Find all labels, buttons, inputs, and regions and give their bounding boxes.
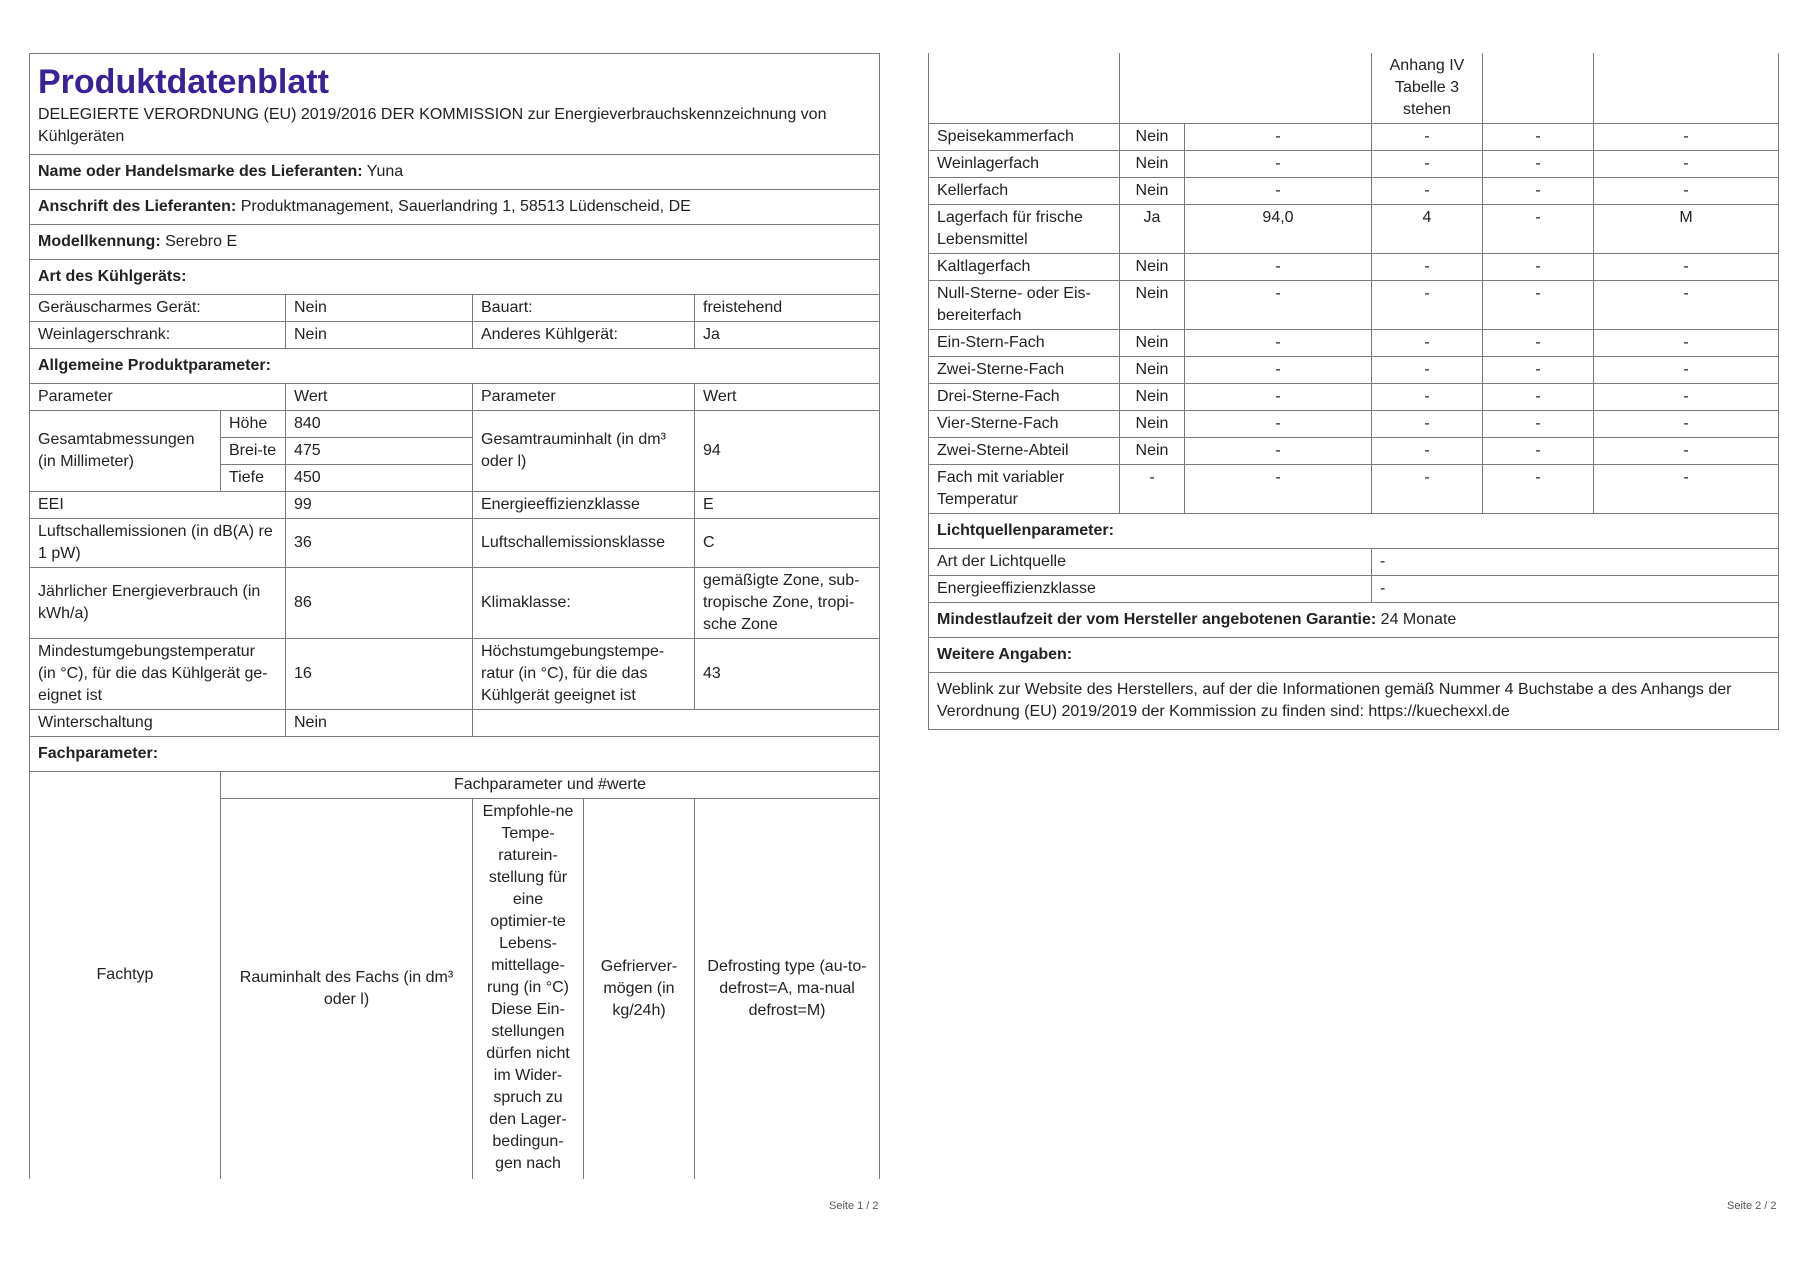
- compartment-row: [929, 151, 1779, 178]
- further-info-text: Weblink zur Website des Herstellers, auf der die Informationen gemäß Nummer 4 Buchstabe a des Anhangs der Verordnung (EU) 2019/2019 der Kommission zu finden sind:: [937, 681, 1732, 720]
- compartment-freezing-capacity: -: [1483, 178, 1594, 205]
- compartment-temperature: -: [1372, 281, 1483, 330]
- temperature-header-note-continued: Anhang IV Tabelle 3 stehen: [1372, 53, 1483, 124]
- empty-cell: [473, 710, 880, 737]
- compartment-volume: -: [1185, 357, 1372, 384]
- temperature-header-text: Empfohle-ne Tempe-raturein-stellung für eine optimier-te Lebens-mittellage-rung (in °C): [482, 803, 574, 996]
- further-info-row: [929, 673, 1779, 730]
- compartment-temperature: -: [1372, 357, 1483, 384]
- compartment-row: [929, 205, 1779, 254]
- datasheet-table-page-2: [928, 53, 1779, 730]
- column-header-defrosting-type: Defrosting type (au-to-defrost=A, ma-nual defrost=M): [695, 799, 880, 1179]
- compartment-name: Speisekammerfach: [929, 124, 1120, 151]
- page-1: [29, 53, 879, 1179]
- compartment-defrost-type: -: [1594, 254, 1779, 281]
- winter-mode-value: Nein: [286, 710, 473, 737]
- compartment-volume: -: [1185, 465, 1372, 514]
- max-temp-value: 43: [695, 639, 880, 710]
- compartment-volume: -: [1185, 438, 1372, 465]
- compartment-group-header: Fachparameter und #werte: [221, 772, 880, 799]
- compartment-name: Lagerfach für frische Lebensmittel: [929, 205, 1120, 254]
- device-type-label: Geräuscharmes Gerät:: [30, 295, 286, 322]
- compartment-present: Ja: [1120, 205, 1185, 254]
- compartment-temperature: -: [1372, 411, 1483, 438]
- device-type-value: Nein: [286, 295, 473, 322]
- device-type-label: Bauart:: [473, 295, 695, 322]
- compartment-name: Kaltlagerfach: [929, 254, 1120, 281]
- max-temp-label: Höchstumgebungstempe-ratur (in °C), für die das Kühlgerät geeignet ist: [473, 639, 695, 710]
- compartment-defrost-type: -: [1594, 438, 1779, 465]
- column-header-value: Wert: [695, 384, 880, 411]
- height-label: Höhe: [221, 411, 286, 438]
- light-source-class-value: -: [1372, 576, 1779, 603]
- compartment-defrost-type: M: [1594, 205, 1779, 254]
- device-type-value: freistehend: [695, 295, 880, 322]
- compartment-present: Nein: [1120, 384, 1185, 411]
- supplier-name-row: [30, 155, 880, 190]
- light-source-type-label: Art der Lichtquelle: [929, 549, 1372, 576]
- compartment-defrost-type: -: [1594, 178, 1779, 205]
- device-type-label: Weinlagerschrank:: [30, 322, 286, 349]
- compartment-defrost-type: -: [1594, 384, 1779, 411]
- eei-value: 99: [286, 492, 473, 519]
- winter-mode-label: Winterschaltung: [30, 710, 286, 737]
- device-type-heading: Art des Kühlgeräts:: [30, 260, 880, 295]
- column-header-parameter: Parameter: [473, 384, 695, 411]
- compartment-temperature: -: [1372, 254, 1483, 281]
- noise-class-value: C: [695, 519, 880, 568]
- compartment-row: [929, 281, 1779, 330]
- dimensions-label: Gesamtabmessungen (in Millimeter): [30, 411, 221, 492]
- column-header-value: Wert: [286, 384, 473, 411]
- min-temp-label: Mindestumgebungstemperatur (in °C), für die das Kühlgerät ge-eignet ist: [30, 639, 286, 710]
- device-type-value: Nein: [286, 322, 473, 349]
- compartment-freezing-capacity: -: [1483, 205, 1594, 254]
- energy-class-value: E: [695, 492, 880, 519]
- compartment-name: Kellerfach: [929, 178, 1120, 205]
- compartment-temperature: 4: [1372, 205, 1483, 254]
- model-label: Modellkennung:: [38, 233, 161, 250]
- compartment-present: Nein: [1120, 254, 1185, 281]
- general-params-header-row: [30, 384, 880, 411]
- compartment-row: [929, 465, 1779, 514]
- general-params-heading: Allgemeine Produktparameter:: [30, 349, 880, 384]
- compartment-temperature: -: [1372, 465, 1483, 514]
- compartment-temperature: -: [1372, 438, 1483, 465]
- continued-cell: [929, 53, 1120, 124]
- compartment-present: Nein: [1120, 124, 1185, 151]
- compartment-freezing-capacity: -: [1483, 465, 1594, 514]
- compartment-volume: -: [1185, 178, 1372, 205]
- datasheet-table-page-1: [29, 53, 880, 1179]
- compartment-volume: -: [1185, 151, 1372, 178]
- compartment-temperature: -: [1372, 330, 1483, 357]
- compartment-defrost-type: -: [1594, 357, 1779, 384]
- compartment-name: Fach mit variabler Temperatur: [929, 465, 1120, 514]
- compartment-present: Nein: [1120, 151, 1185, 178]
- compartment-name: Drei-Sterne-Fach: [929, 384, 1120, 411]
- total-volume-value: 94: [695, 411, 880, 492]
- supplier-name-label: Name oder Handelsmarke des Lieferanten:: [38, 163, 363, 180]
- compartment-name: Zwei-Sterne-Fach: [929, 357, 1120, 384]
- noise-value: 36: [286, 519, 473, 568]
- climate-class-value: gemäßigte Zone, sub-tropische Zone, tropi-sche Zone: [695, 568, 880, 639]
- compartment-name: Null-Sterne- oder Eis-bereiterfach: [929, 281, 1120, 330]
- compartment-temperature: -: [1372, 384, 1483, 411]
- column-header-compartment-type: Fachtyp: [30, 772, 221, 1179]
- compartment-name: Weinlagerfach: [929, 151, 1120, 178]
- device-type-row: [30, 322, 880, 349]
- height-value: 840: [286, 411, 473, 438]
- column-header-compartment-volume: Rauminhalt des Fachs (in dm³ oder l): [221, 799, 473, 1179]
- compartment-defrost-type: -: [1594, 281, 1779, 330]
- compartment-temperature: -: [1372, 178, 1483, 205]
- regulation-text: DELEGIERTE VERORDNUNG (EU) 2019/2016 DER KOMMISSION zur Energieverbrauchskennzeichnung von Kühlgeräten: [38, 106, 827, 145]
- compartment-volume: 94,0: [1185, 205, 1372, 254]
- eei-label: EEI: [30, 492, 286, 519]
- climate-class-label: Klimaklasse:: [473, 568, 695, 639]
- compartment-present: Nein: [1120, 357, 1185, 384]
- total-volume-label: Gesamtrauminhalt (in dm³ oder l): [473, 411, 695, 492]
- light-source-heading: Lichtquellenparameter:: [929, 514, 1779, 549]
- energy-consumption-value: 86: [286, 568, 473, 639]
- column-header-parameter: Parameter: [30, 384, 286, 411]
- header-cell: [30, 54, 880, 155]
- compartment-present: -: [1120, 465, 1185, 514]
- compartment-row: [929, 254, 1779, 281]
- device-type-value: Ja: [695, 322, 880, 349]
- compartment-temperature: -: [1372, 151, 1483, 178]
- compartment-volume: -: [1185, 254, 1372, 281]
- compartment-volume: -: [1185, 384, 1372, 411]
- compartment-present: Nein: [1120, 438, 1185, 465]
- compartment-temperature: -: [1372, 124, 1483, 151]
- compartment-row: [929, 357, 1779, 384]
- light-source-class-label: Energieeffizienzklasse: [929, 576, 1372, 603]
- model-value: Serebro E: [165, 233, 238, 250]
- compartment-name: Ein-Stern-Fach: [929, 330, 1120, 357]
- noise-class-label: Luftschallemissionsklasse: [473, 519, 695, 568]
- page-number-2: Seite 2 / 2: [1727, 1200, 1777, 1212]
- compartment-volume: -: [1185, 411, 1372, 438]
- compartment-volume: -: [1185, 330, 1372, 357]
- supplier-name-value: Yuna: [366, 163, 404, 180]
- compartment-volume: -: [1185, 281, 1372, 330]
- width-label: Brei-te: [221, 438, 286, 465]
- compartment-row: [929, 411, 1779, 438]
- min-temp-value: 16: [286, 639, 473, 710]
- column-header-freezing-capacity: Gefrierver-mögen (in kg/24h): [584, 799, 695, 1179]
- energy-consumption-label: Jährlicher Energieverbrauch (in kWh/a): [30, 568, 286, 639]
- device-type-label: Anderes Kühlgerät:: [473, 322, 695, 349]
- compartment-freezing-capacity: -: [1483, 384, 1594, 411]
- compartment-rows: [929, 124, 1779, 514]
- continued-cell: [1483, 53, 1594, 124]
- compartment-present: Nein: [1120, 178, 1185, 205]
- compartment-row: [929, 330, 1779, 357]
- noise-label: Luftschallemissionen (in dB(A) re 1 pW): [30, 519, 286, 568]
- temperature-header-note: Diese Ein-stellungen dürfen nicht im Wider-spruch zu den Lager-bedingun-gen nach: [486, 1001, 570, 1172]
- compartment-name: Zwei-Sterne-Abteil: [929, 438, 1120, 465]
- supplier-address-label: Anschrift des Lieferanten:: [38, 198, 237, 215]
- compartment-freezing-capacity: -: [1483, 357, 1594, 384]
- compartment-defrost-type: -: [1594, 411, 1779, 438]
- compartment-present: Nein: [1120, 281, 1185, 330]
- compartment-defrost-type: -: [1594, 330, 1779, 357]
- light-source-type-value: -: [1372, 549, 1779, 576]
- warranty-label: Mindestlaufzeit der vom Hersteller angebotenen Garantie:: [937, 611, 1377, 628]
- manufacturer-weblink[interactable]: https://kuechexxl.de: [1368, 703, 1510, 720]
- compartment-name: Vier-Sterne-Fach: [929, 411, 1120, 438]
- model-row: [30, 225, 880, 260]
- compartment-defrost-type: -: [1594, 465, 1779, 514]
- compartment-freezing-capacity: -: [1483, 438, 1594, 465]
- compartment-freezing-capacity: -: [1483, 254, 1594, 281]
- compartment-freezing-capacity: -: [1483, 124, 1594, 151]
- page-2: [928, 53, 1778, 730]
- supplier-address-value: Produktmanagement, Sauerlandring 1, 58513 Lüdenscheid, DE: [240, 198, 691, 215]
- page-title: Produktdatenblatt: [38, 63, 329, 101]
- depth-label: Tiefe: [221, 465, 286, 492]
- compartment-row: [929, 384, 1779, 411]
- compartment-defrost-type: -: [1594, 124, 1779, 151]
- compartment-present: Nein: [1120, 411, 1185, 438]
- depth-value: 450: [286, 465, 473, 492]
- continued-cell: [1594, 53, 1779, 124]
- supplier-address-row: [30, 190, 880, 225]
- further-info-heading: Weitere Angaben:: [929, 638, 1779, 673]
- compartment-present: Nein: [1120, 330, 1185, 357]
- compartment-defrost-type: -: [1594, 151, 1779, 178]
- compartment-freezing-capacity: -: [1483, 281, 1594, 330]
- compartment-freezing-capacity: -: [1483, 151, 1594, 178]
- page-number-1: Seite 1 / 2: [829, 1200, 879, 1212]
- compartment-volume: -: [1185, 124, 1372, 151]
- compartment-freezing-capacity: -: [1483, 330, 1594, 357]
- compartment-freezing-capacity: -: [1483, 411, 1594, 438]
- compartment-row: [929, 124, 1779, 151]
- warranty-row: [929, 603, 1779, 638]
- column-header-temperature: [473, 799, 584, 1179]
- warranty-value: 24 Monate: [1380, 611, 1457, 628]
- energy-class-label: Energieeffizienzklasse: [473, 492, 695, 519]
- compartment-params-heading: Fachparameter:: [30, 737, 880, 772]
- width-value: 475: [286, 438, 473, 465]
- compartment-row: [929, 438, 1779, 465]
- continued-cell: [1120, 53, 1372, 124]
- compartment-row: [929, 178, 1779, 205]
- device-type-row: [30, 295, 880, 322]
